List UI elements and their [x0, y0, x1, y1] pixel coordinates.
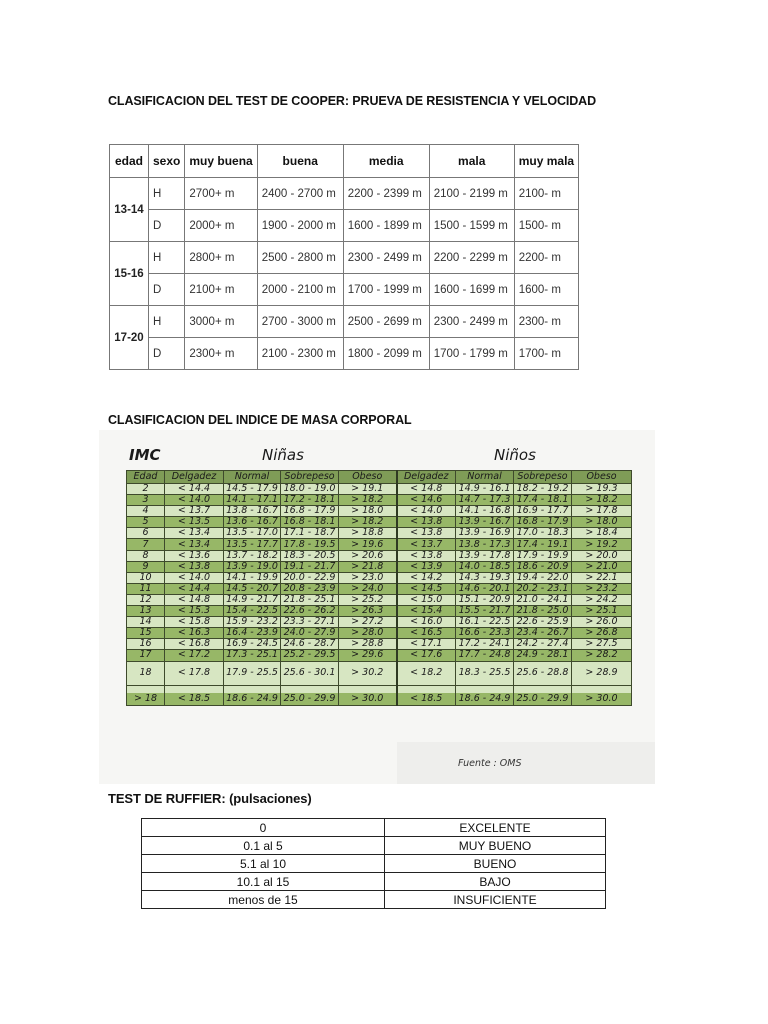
imc-row	[127, 594, 632, 605]
imc-header-cell: Delgadez	[165, 471, 224, 484]
imc-cell: < 13.7	[397, 539, 456, 550]
imc-cell: > 28.2	[572, 650, 632, 661]
imc-cell: > 28.8	[339, 639, 397, 650]
imc-cell: < 13.8	[397, 517, 456, 528]
imc-cell: < 16.8	[165, 639, 224, 650]
imc-row	[127, 561, 632, 572]
imc-cell: 19.4 - 22.0	[514, 572, 572, 583]
imc-cell: 23.4 - 26.7	[514, 628, 572, 639]
cooper-cell: 2000 - 2100 m	[257, 274, 343, 306]
cooper-cell: 2100 - 2300 m	[257, 338, 343, 370]
imc-cell: 20.0 - 22.9	[281, 572, 339, 583]
imc-cell: 18.6 - 20.9	[514, 561, 572, 572]
ruffier-rating: BUENO	[385, 855, 606, 873]
imc-title: IMC	[129, 446, 161, 464]
imc-cell: 16.1 - 22.5	[456, 617, 514, 628]
imc-cell: 2	[127, 484, 165, 495]
imc-cell: < 15.4	[397, 606, 456, 617]
imc-cell: > 22.1	[572, 572, 632, 583]
cooper-cell: 2500 - 2800 m	[257, 242, 343, 274]
imc-cell: > 24.2	[572, 594, 632, 605]
ruffier-row	[142, 855, 606, 873]
cooper-heading: CLASIFICACION DEL TEST DE COOPER: PRUEVA DE RESISTENCIA Y VELOCIDAD	[108, 94, 597, 108]
imc-cell: 17.9 - 25.5	[224, 661, 281, 685]
imc-cell: 13.9 - 16.9	[456, 528, 514, 539]
imc-cell: > 28.0	[339, 628, 397, 639]
cooper-cell: 2800+ m	[185, 242, 257, 274]
imc-cell: < 17.2	[165, 650, 224, 661]
imc-row	[127, 606, 632, 617]
imc-header-cell: Sobrepeso	[281, 471, 339, 484]
imc-row	[127, 495, 632, 506]
imc-cell: 24.6 - 28.7	[281, 639, 339, 650]
cooper-cell: 2000+ m	[185, 210, 257, 242]
imc-cell: 19.1 - 21.7	[281, 561, 339, 572]
imc-cell: < 15.0	[397, 594, 456, 605]
cooper-header-row	[110, 145, 579, 178]
ruffier-rating: EXCELENTE	[385, 819, 606, 837]
cooper-header-edad: edad	[110, 145, 149, 178]
imc-cell: 15.5 - 21.7	[456, 606, 514, 617]
imc-cell: 17.2 - 18.1	[281, 495, 339, 506]
imc-header-cell: Obeso	[339, 471, 397, 484]
cooper-cell: 2100 - 2199 m	[429, 178, 514, 210]
imc-cell: > 28.9	[572, 661, 632, 685]
imc-cell: > 17.8	[572, 506, 632, 517]
imc-cell: 16.9 - 24.5	[224, 639, 281, 650]
imc-cell: > 18.2	[339, 517, 397, 528]
imc-cell: 17.4 - 19.1	[514, 539, 572, 550]
imc-cell: < 16.5	[397, 628, 456, 639]
imc-cell: < 13.4	[165, 539, 224, 550]
ruffier-pulse-range: 0.1 al 5	[142, 837, 385, 855]
imc-cell: 11	[127, 583, 165, 594]
imc-cell: < 13.8	[397, 528, 456, 539]
imc-cell: 18.0 - 19.0	[281, 484, 339, 495]
imc-row	[127, 617, 632, 628]
cooper-cell: 2200- m	[514, 242, 578, 274]
imc-row	[127, 506, 632, 517]
imc-cell: 5	[127, 517, 165, 528]
imc-cell: 13.8 - 16.7	[224, 506, 281, 517]
imc-cell: 17	[127, 650, 165, 661]
imc-cell: 16.9 - 17.7	[514, 506, 572, 517]
imc-cell: 16.8 - 17.9	[514, 517, 572, 528]
imc-cell: < 14.0	[165, 495, 224, 506]
imc-heading: CLASIFICACION DEL INDICE DE MASA CORPORAL	[108, 413, 412, 427]
imc-cell: < 14.8	[165, 594, 224, 605]
cooper-header-buena: buena	[257, 145, 343, 178]
imc-cell: > 19.2	[572, 539, 632, 550]
imc-cell: 16.8 - 17.9	[281, 506, 339, 517]
imc-row	[127, 650, 632, 661]
imc-cell: > 18.2	[339, 495, 397, 506]
imc-cell: 17.7 - 24.8	[456, 650, 514, 661]
imc-cell: > 27.5	[572, 639, 632, 650]
imc-row	[127, 572, 632, 583]
imc-cell: 7	[127, 539, 165, 550]
cooper-cell: 1700 - 1799 m	[429, 338, 514, 370]
imc-cell: 25.6 - 30.1	[281, 661, 339, 685]
imc-row	[127, 484, 632, 495]
imc-cell: < 13.4	[165, 528, 224, 539]
imc-cell: 9	[127, 561, 165, 572]
cooper-cell: 2700+ m	[185, 178, 257, 210]
imc-cell: 24.2 - 27.4	[514, 639, 572, 650]
imc-cell: < 18.5	[165, 693, 224, 705]
cooper-age-group: 13-14	[110, 178, 149, 242]
cooper-cell: 2300 - 2499 m	[343, 242, 429, 274]
imc-spacer-row	[127, 685, 632, 693]
imc-cell: 16	[127, 639, 165, 650]
cooper-sex: D	[149, 338, 185, 370]
cooper-sex: H	[149, 178, 185, 210]
imc-cell: > 25.1	[572, 606, 632, 617]
cooper-cell: 1800 - 2099 m	[343, 338, 429, 370]
imc-cell: 25.0 - 29.9	[514, 693, 572, 705]
imc-cell: 13.8 - 17.3	[456, 539, 514, 550]
imc-cell: 23.3 - 27.1	[281, 617, 339, 628]
cooper-age-group: 17-20	[110, 306, 149, 370]
cooper-table	[109, 144, 579, 370]
imc-cell: 18	[127, 661, 165, 685]
ruffier-pulse-range: 0	[142, 819, 385, 837]
imc-cell: < 13.9	[397, 561, 456, 572]
imc-adult-row	[127, 693, 632, 705]
imc-cell: 14.9 - 21.7	[224, 594, 281, 605]
imc-cell: > 18	[127, 693, 165, 705]
cooper-header-mala: mala	[429, 145, 514, 178]
cooper-cell: 2100+ m	[185, 274, 257, 306]
cooper-row	[110, 274, 579, 306]
cooper-cell: 1600 - 1899 m	[343, 210, 429, 242]
ruffier-heading: TEST DE RUFFIER: (pulsaciones)	[108, 791, 312, 806]
imc-cell: < 15.3	[165, 606, 224, 617]
imc-cell: < 13.8	[397, 550, 456, 561]
imc-cell: 17.4 - 18.1	[514, 495, 572, 506]
imc-cell: 14.1 - 19.9	[224, 572, 281, 583]
imc-row	[127, 628, 632, 639]
imc-cell: < 16.0	[397, 617, 456, 628]
cooper-cell: 1700 - 1999 m	[343, 274, 429, 306]
imc-cell: 6	[127, 528, 165, 539]
ruffier-table	[141, 818, 606, 909]
imc-cell: < 13.5	[165, 517, 224, 528]
ruffier-rating: MUY BUENO	[385, 837, 606, 855]
imc-header-row	[127, 471, 632, 484]
imc-cell: > 18.0	[572, 517, 632, 528]
imc-cell: < 17.8	[165, 661, 224, 685]
imc-cell: < 17.6	[397, 650, 456, 661]
imc-cell: > 18.0	[339, 506, 397, 517]
imc-cell: 25.2 - 29.5	[281, 650, 339, 661]
cooper-cell: 2500 - 2699 m	[343, 306, 429, 338]
cooper-cell: 1900 - 2000 m	[257, 210, 343, 242]
ruffier-rating: BAJO	[385, 873, 606, 891]
imc-cell: < 14.5	[397, 583, 456, 594]
imc-cell: 13.7 - 18.2	[224, 550, 281, 561]
imc-cell: 24.0 - 27.9	[281, 628, 339, 639]
imc-cell: < 13.8	[165, 561, 224, 572]
imc-cell: 13.9 - 17.8	[456, 550, 514, 561]
imc-cell: 14.9 - 16.1	[456, 484, 514, 495]
imc-cell: < 14.6	[397, 495, 456, 506]
imc-cell: 14.5 - 20.7	[224, 583, 281, 594]
imc-cell: < 14.0	[397, 506, 456, 517]
ruffier-pulse-range: 10.1 al 15	[142, 873, 385, 891]
imc-cell: > 26.3	[339, 606, 397, 617]
imc-cell: > 18.2	[572, 495, 632, 506]
imc-cell: > 23.0	[339, 572, 397, 583]
imc-cell: 10	[127, 572, 165, 583]
imc-cell: > 30.0	[572, 693, 632, 705]
imc-cell: 12	[127, 594, 165, 605]
cooper-cell: 1500 - 1599 m	[429, 210, 514, 242]
imc-cell: 17.3 - 25.1	[224, 650, 281, 661]
ruffier-row	[142, 837, 606, 855]
imc-cell: 18.6 - 24.9	[224, 693, 281, 705]
imc-cell: > 19.1	[339, 484, 397, 495]
cooper-header-media: media	[343, 145, 429, 178]
imc-cell: 14.1 - 16.8	[456, 506, 514, 517]
cooper-header-muy-buena: muy buena	[185, 145, 257, 178]
cooper-row	[110, 338, 579, 370]
imc-cell: < 13.6	[165, 550, 224, 561]
imc-header-cell: Delgadez	[397, 471, 456, 484]
imc-cell: < 14.0	[165, 572, 224, 583]
cooper-cell: 2300- m	[514, 306, 578, 338]
imc-cell: 18.3 - 25.5	[456, 661, 514, 685]
imc-cell: > 19.6	[339, 539, 397, 550]
imc-header-cell: Sobrepeso	[514, 471, 572, 484]
imc-cell: 4	[127, 506, 165, 517]
imc-cell: > 30.2	[339, 661, 397, 685]
ruffier-pulse-range: menos de 15	[142, 891, 385, 909]
imc-cell: 14.5 - 17.9	[224, 484, 281, 495]
imc-row	[127, 528, 632, 539]
imc-cell: 21.0 - 24.1	[514, 594, 572, 605]
imc-header-cell: Obeso	[572, 471, 632, 484]
imc-cell: 16.6 - 23.3	[456, 628, 514, 639]
imc-cell: < 14.4	[165, 484, 224, 495]
imc-cell: > 20.6	[339, 550, 397, 561]
cooper-sex: H	[149, 242, 185, 274]
imc-header-cell: Normal	[456, 471, 514, 484]
imc-cell: 14.0 - 18.5	[456, 561, 514, 572]
imc-cell: < 14.4	[165, 583, 224, 594]
cooper-cell: 2400 - 2700 m	[257, 178, 343, 210]
imc-cell: < 14.8	[397, 484, 456, 495]
imc-cell: 14.7 - 17.3	[456, 495, 514, 506]
imc-cell: < 18.2	[397, 661, 456, 685]
imc-cell: 15	[127, 628, 165, 639]
cooper-cell: 1700- m	[514, 338, 578, 370]
boys-label: Niños	[494, 446, 536, 464]
cooper-cell: 1500- m	[514, 210, 578, 242]
imc-cell: < 18.5	[397, 693, 456, 705]
girls-label: Niñas	[262, 446, 304, 464]
imc-cell: > 25.2	[339, 594, 397, 605]
cooper-row	[110, 210, 579, 242]
imc-cell: 22.6 - 25.9	[514, 617, 572, 628]
imc-table	[126, 470, 632, 706]
imc-cell: < 15.8	[165, 617, 224, 628]
imc-cell: 14	[127, 617, 165, 628]
imc-cell: < 14.2	[397, 572, 456, 583]
cooper-row	[110, 306, 579, 338]
ruffier-pulse-range: 5.1 al 10	[142, 855, 385, 873]
cooper-row	[110, 178, 579, 210]
imc-cell: 13.5 - 17.0	[224, 528, 281, 539]
cooper-cell: 2200 - 2299 m	[429, 242, 514, 274]
cooper-sex: D	[149, 210, 185, 242]
imc-cell: 18.6 - 24.9	[456, 693, 514, 705]
cooper-cell: 1600 - 1699 m	[429, 274, 514, 306]
imc-row	[127, 583, 632, 594]
imc-cell: 17.2 - 24.1	[456, 639, 514, 650]
imc-cell: 14.3 - 19.3	[456, 572, 514, 583]
imc-row	[127, 539, 632, 550]
imc-cell: > 18.4	[572, 528, 632, 539]
imc-cell: > 20.0	[572, 550, 632, 561]
imc-cell: 16.4 - 23.9	[224, 628, 281, 639]
ruffier-row	[142, 873, 606, 891]
cooper-cell: 2100- m	[514, 178, 578, 210]
imc-cell: > 30.0	[339, 693, 397, 705]
imc-cell: > 26.0	[572, 617, 632, 628]
imc-cell: 14.1 - 17.1	[224, 495, 281, 506]
imc-row	[127, 639, 632, 650]
cooper-age-group: 15-16	[110, 242, 149, 306]
imc-cell: 15.1 - 20.9	[456, 594, 514, 605]
cooper-header-muy-mala: muy mala	[514, 145, 578, 178]
imc-cell: < 16.3	[165, 628, 224, 639]
imc-cell: > 21.0	[572, 561, 632, 572]
imc-cell: 15.4 - 22.5	[224, 606, 281, 617]
cooper-cell: 2300+ m	[185, 338, 257, 370]
imc-cell: 3	[127, 495, 165, 506]
imc-cell: 22.6 - 26.2	[281, 606, 339, 617]
imc-cell: < 13.7	[165, 506, 224, 517]
imc-cell: 20.2 - 23.1	[514, 583, 572, 594]
imc-cell: 17.0 - 18.3	[514, 528, 572, 539]
imc-cell: 18.3 - 20.5	[281, 550, 339, 561]
imc-cell: 13	[127, 606, 165, 617]
cooper-cell: 2300 - 2499 m	[429, 306, 514, 338]
imc-cell: > 18.8	[339, 528, 397, 539]
imc-cell: 25.0 - 29.9	[281, 693, 339, 705]
imc-cell: 13.6 - 16.7	[224, 517, 281, 528]
imc-cell: 8	[127, 550, 165, 561]
imc-cell: 13.9 - 16.7	[456, 517, 514, 528]
cooper-cell: 3000+ m	[185, 306, 257, 338]
cooper-row	[110, 242, 579, 274]
imc-cell: 14.6 - 20.1	[456, 583, 514, 594]
imc-row	[127, 661, 632, 685]
cooper-cell: 2700 - 3000 m	[257, 306, 343, 338]
imc-cell: 24.9 - 28.1	[514, 650, 572, 661]
ruffier-rating: INSUFICIENTE	[385, 891, 606, 909]
imc-cell: 17.9 - 19.9	[514, 550, 572, 561]
imc-cell: > 19.3	[572, 484, 632, 495]
imc-cell: 20.8 - 23.9	[281, 583, 339, 594]
cooper-sex: D	[149, 274, 185, 306]
imc-cell: > 24.0	[339, 583, 397, 594]
imc-cell: 15.9 - 23.2	[224, 617, 281, 628]
imc-cell: > 26.8	[572, 628, 632, 639]
cooper-header-sexo: sexo	[149, 145, 185, 178]
imc-header-cell: Normal	[224, 471, 281, 484]
imc-cell: 21.8 - 25.1	[281, 594, 339, 605]
imc-row	[127, 517, 632, 528]
imc-cell: 16.8 - 18.1	[281, 517, 339, 528]
ruffier-row	[142, 819, 606, 837]
imc-cell: 17.1 - 18.7	[281, 528, 339, 539]
imc-row	[127, 550, 632, 561]
imc-header-cell: Edad	[127, 471, 165, 484]
imc-cell: 13.9 - 19.0	[224, 561, 281, 572]
imc-cell: 17.8 - 19.5	[281, 539, 339, 550]
imc-cell: 18.2 - 19.2	[514, 484, 572, 495]
imc-cell: > 27.2	[339, 617, 397, 628]
imc-cell: 21.8 - 25.0	[514, 606, 572, 617]
ruffier-row	[142, 891, 606, 909]
imc-source: Fuente : OMS	[458, 758, 522, 769]
cooper-sex: H	[149, 306, 185, 338]
imc-cell: > 29.6	[339, 650, 397, 661]
imc-cell: 13.5 - 17.7	[224, 539, 281, 550]
cooper-cell: 2200 - 2399 m	[343, 178, 429, 210]
cooper-cell: 1600- m	[514, 274, 578, 306]
imc-cell: 25.6 - 28.8	[514, 661, 572, 685]
imc-cell: > 23.2	[572, 583, 632, 594]
imc-cell: < 17.1	[397, 639, 456, 650]
imc-cell: > 21.8	[339, 561, 397, 572]
